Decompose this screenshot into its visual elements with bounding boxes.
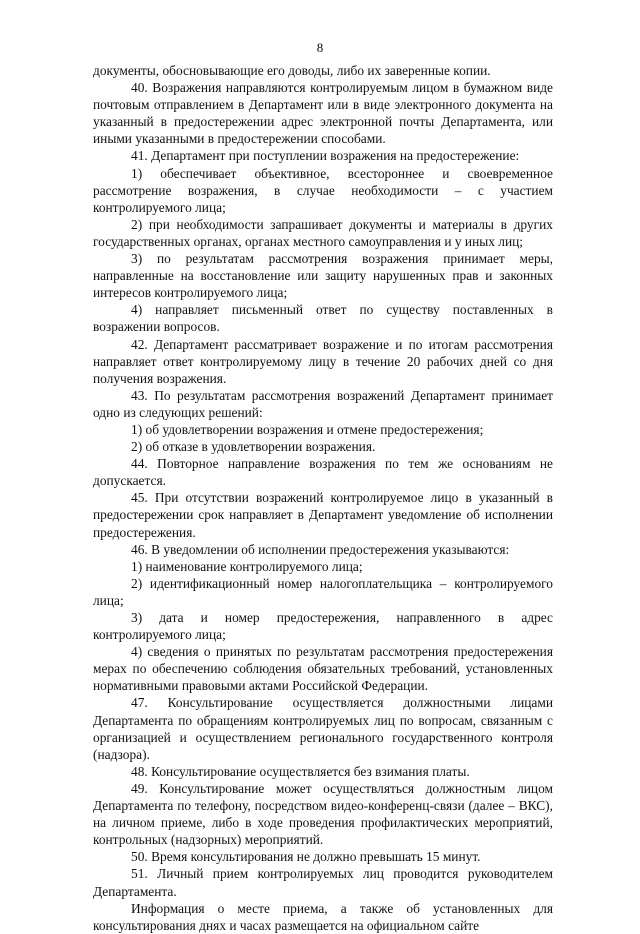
paragraph: 3) по результатам рассмотрения возражения принимает меры, направленные на восстановление или защиту нарушенных прав и законных интересов контролируемого лица; [93,251,553,301]
paragraph: 50. Время консультирования не должно превышать 15 минут. [131,849,481,865]
paragraph: 41. Департамент при поступлении возражения на предостережение: [131,148,520,164]
paragraph: 3) дата и номер предостережения, направленного в адрес контролируемого лица; [93,610,553,643]
paragraph: 45. При отсутствии возражений контролируемое лицо в указанный в предостережении срок направляет в Департамент уведомление об исполнении предостережения. [93,490,553,540]
page-number: 8 [316,40,324,55]
paragraph: 43. По результатам рассмотрения возражений Департамент принимает одно из следующих решений: [93,387,553,420]
paragraph: Информация о месте приема, а также об установленных для консультирования днях и часах размещается на официальном сайте [93,900,553,933]
paragraph: 46. В уведомлении об исполнении предостережения указываются: [131,541,510,557]
paragraph: документы, обосновывающие его доводы, либо их заверенные копии. [93,63,491,78]
paragraph: 48. Консультирование осуществляется без взимания платы. [131,763,470,779]
paragraph: 2) при необходимости запрашивает документы и материалы в других государственных органах, органах местного самоуправления и у иных лиц; [93,216,553,249]
paragraph: 1) об удовлетворении возражения и отмене предостережения; [131,421,484,437]
paragraph: 1) обеспечивает объективное, всестороннее и своевременное рассмотрение возражения, в случае необходимости – с участием контролируемого лица; [93,165,553,215]
paragraph: 2) об отказе в удовлетворении возражения. [131,439,376,455]
document-body [93,62,553,934]
paragraph: 47. Консультирование осуществляется должностными лицами Департамента по обращениям контролируемых лиц по вопросам, связанным с организацией и осуществлением регионального государственного контроля (надзора). [93,695,553,762]
paragraph: 1) наименование контролируемого лица; [131,558,363,574]
paragraph: 51. Личный прием контролируемых лиц проводится руководителем Департамента. [93,866,553,899]
paragraph: 4) направляет письменный ответ по существу поставленных в возражении вопросов. [93,302,553,335]
paragraph: 2) идентификационный номер налогоплательщика – контролируемого лица; [93,575,553,608]
paragraph: 49. Консультирование может осуществляться должностным лицом Департамента по телефону, посредством видео-конференц-связи (далее – ВКС), на личном приеме, либо в ходе проведения профилактических мероприятий, контрольных (надзорных) мероприятий. [93,780,553,848]
paragraph: 42. Департамент рассматривает возражение и по итогам рассмотрения направляет ответ контролируемому лицу в течение 20 рабочих дней со дня получения возражения. [93,336,553,386]
paragraph: 44. Повторное направление возражения по тем же основаниям не допускается. [93,456,553,489]
paragraph: 4) сведения о принятых по результатам рассмотрения предостережения мерах по обеспечению соблюдения обязательных требований, установленных нормативными правовыми актами Российской Федерации. [93,644,553,694]
paragraph: 40. Возражения направляются контролируемым лицом в бумажном виде почтовым отправлением в Департамент или в виде электронного документа на указанный в предостережении адрес электронной почты Департамента, или иными указанными в предостережении способами. [93,80,553,147]
